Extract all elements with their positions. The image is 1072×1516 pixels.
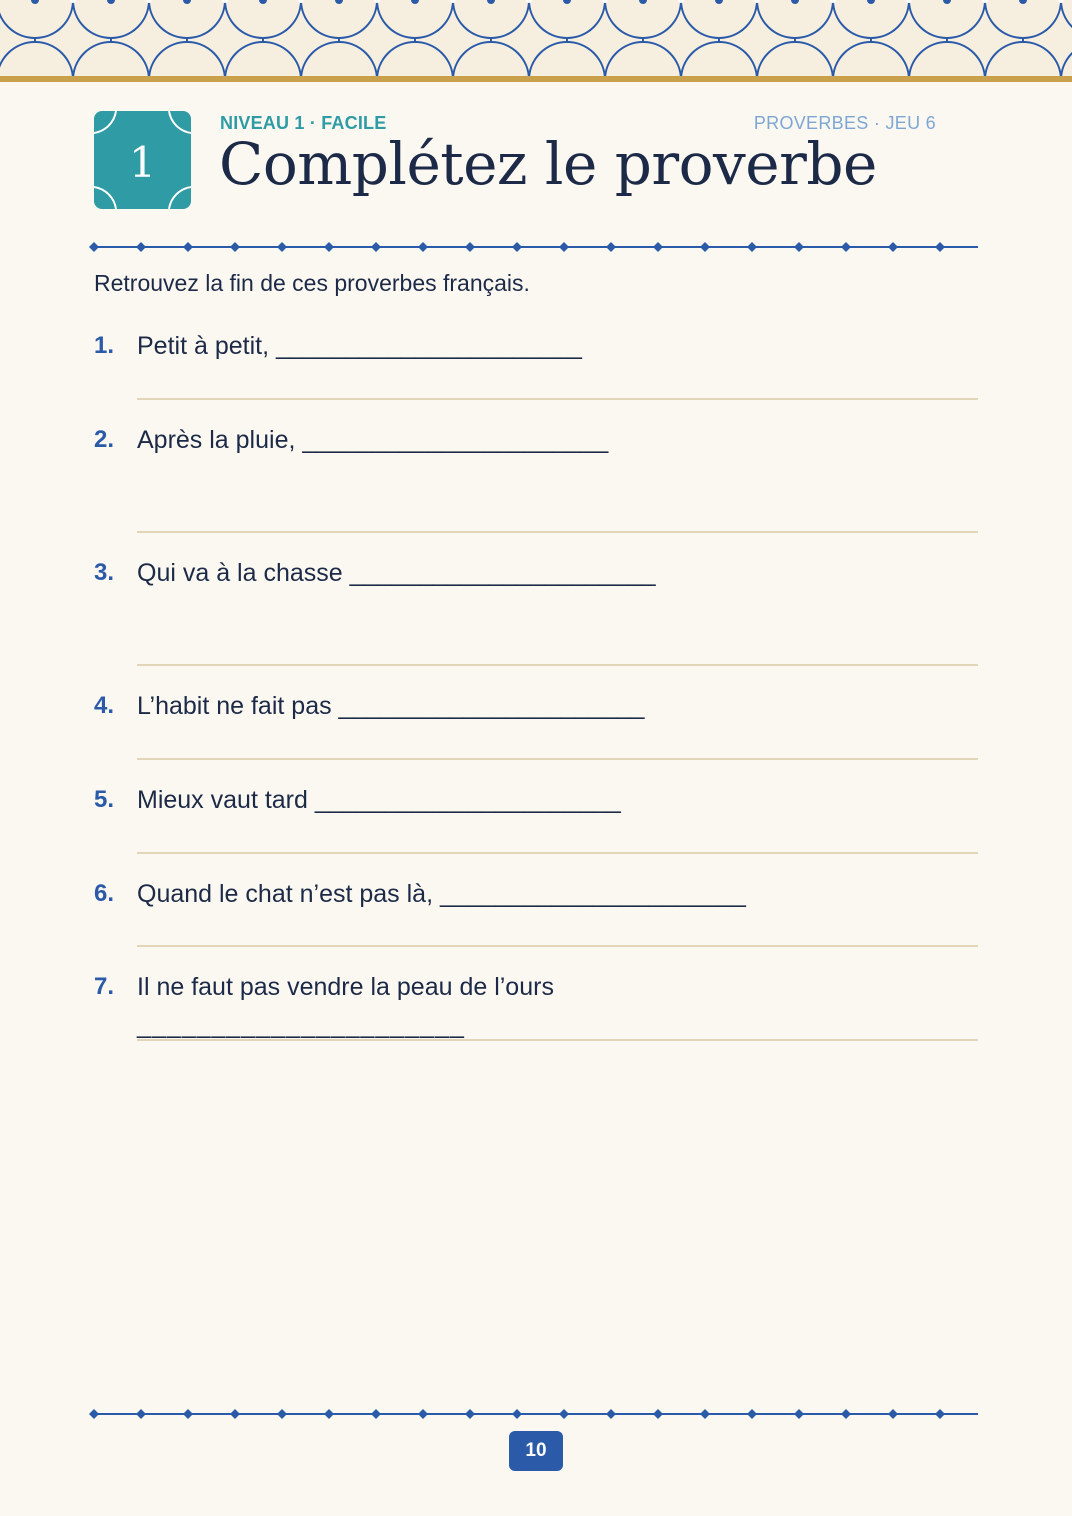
divider-diamond xyxy=(512,242,522,252)
question-text xyxy=(137,692,644,721)
divider-diamond xyxy=(841,1409,851,1419)
divider-diamond xyxy=(888,242,898,252)
answer-line-4[interactable] xyxy=(137,758,978,760)
divider-diamond xyxy=(606,242,616,252)
question-prompt: Il ne faut pas vendre la peau de l’ours xyxy=(137,973,554,1001)
page-number-badge xyxy=(509,1431,563,1471)
divider-diamond xyxy=(277,1409,287,1419)
divider-diamond xyxy=(418,242,428,252)
divider-diamond xyxy=(747,242,757,252)
divider-diamond xyxy=(512,1409,522,1419)
question-number: 5. xyxy=(94,786,115,813)
divider-diamond xyxy=(606,1409,616,1419)
answer-line-6[interactable] xyxy=(137,945,978,947)
question-prompt: Petit à petit, xyxy=(137,332,270,360)
question-number: 3. xyxy=(94,559,115,586)
dotted-divider-bottom xyxy=(86,1407,982,1421)
answer-blank[interactable]: ______________________ xyxy=(137,1011,465,1039)
question-text xyxy=(137,880,746,909)
question-text xyxy=(137,559,656,588)
question-number: 1. xyxy=(94,332,115,359)
divider-diamond xyxy=(183,1409,193,1419)
divider-diamond xyxy=(700,242,710,252)
divider-diamond xyxy=(324,1409,334,1419)
question-number: 7. xyxy=(94,973,115,1000)
page-number: 10 xyxy=(525,1440,547,1461)
divider-diamond xyxy=(324,242,334,252)
answer-line-7[interactable] xyxy=(137,1039,978,1041)
divider-diamond xyxy=(418,1409,428,1419)
answer-line-2[interactable] xyxy=(137,531,978,533)
dotted-divider-top xyxy=(86,240,982,254)
question-number: 4. xyxy=(94,692,115,719)
question-text xyxy=(137,426,608,455)
answer-blank[interactable]: ______________________ xyxy=(275,332,582,360)
level-label: NIVEAU 1 · FACILE xyxy=(220,113,387,133)
divider-diamond xyxy=(653,1409,663,1419)
divider-diamond xyxy=(888,1409,898,1419)
answer-line-1[interactable] xyxy=(137,398,978,400)
series-label: PROVERBES · JEU 6 xyxy=(753,113,936,133)
question-prompt: Quand le chat n’est pas là, xyxy=(137,880,434,908)
level-badge-number: 1 xyxy=(129,138,156,187)
divider-diamond xyxy=(277,242,287,252)
question-prompt: Mieux vaut tard xyxy=(137,786,308,814)
divider-diamond xyxy=(371,1409,381,1419)
divider-diamond xyxy=(183,242,193,252)
page-title: Complétez le proverbe xyxy=(219,130,877,198)
divider-diamond xyxy=(465,1409,475,1419)
divider-diamond xyxy=(841,242,851,252)
answer-blank[interactable]: ______________________ xyxy=(338,692,645,720)
question-prompt: Après la pluie, xyxy=(137,426,296,454)
question-text xyxy=(137,332,582,361)
question-prompt: Qui va à la chasse xyxy=(137,559,343,587)
divider-diamond xyxy=(465,242,475,252)
divider-diamond xyxy=(559,1409,569,1419)
divider-diamond xyxy=(230,1409,240,1419)
divider-diamond xyxy=(136,1409,146,1419)
question-prompt: L’habit ne fait pas xyxy=(137,692,332,720)
level-badge xyxy=(94,111,191,209)
divider-diamond xyxy=(794,242,804,252)
divider-diamond xyxy=(89,1409,99,1419)
divider-diamond xyxy=(371,242,381,252)
divider-diamond xyxy=(136,242,146,252)
answer-line-5[interactable] xyxy=(137,852,978,854)
question-number: 6. xyxy=(94,880,115,907)
divider-diamond xyxy=(700,1409,710,1419)
question-text xyxy=(137,786,621,815)
answer-line-3[interactable] xyxy=(137,664,978,666)
divider-diamond xyxy=(747,1409,757,1419)
instructions: Retrouvez la fin de ces proverbes français. xyxy=(94,270,530,296)
answer-blank[interactable]: ______________________ xyxy=(314,786,621,814)
divider-diamond xyxy=(653,242,663,252)
level-badge-tile xyxy=(94,111,191,209)
divider-diamond xyxy=(935,1409,945,1419)
divider-diamond xyxy=(794,1409,804,1419)
answer-blank[interactable]: ______________________ xyxy=(302,426,609,454)
answer-blank[interactable]: ______________________ xyxy=(439,880,746,908)
divider-diamond xyxy=(559,242,569,252)
decorative-tile-border xyxy=(0,0,1072,84)
question-number: 2. xyxy=(94,426,115,453)
divider-diamond xyxy=(230,242,240,252)
divider-diamond xyxy=(89,242,99,252)
divider-diamond xyxy=(935,242,945,252)
answer-blank[interactable]: ______________________ xyxy=(349,559,656,587)
